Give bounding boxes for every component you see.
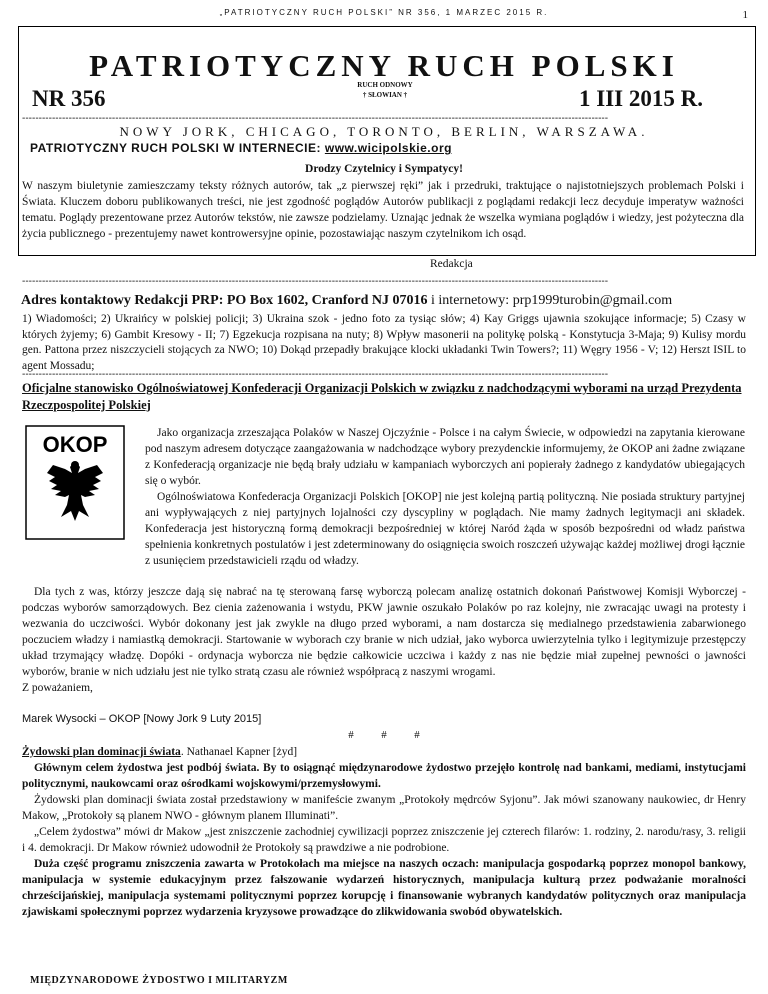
okop-signature: Marek Wysocki – OKOP [Nowy Jork 9 Luty 2015] [22,713,262,725]
contact-line [21,293,672,309]
running-header: „PATRIOTYCZNY RUCH POLSKI” NR 356, 1 MARZEC 2015 R. [219,8,549,17]
intro-signature: Redakcja [430,258,473,270]
okop-body [22,584,746,696]
contact-middle: i internetowy: [427,293,513,308]
okop-logo [25,425,125,540]
newsletter-title: PATRIOTYCZNY RUCH POLSKI [89,48,679,83]
issue-number: NR 356 [32,86,106,111]
internet-label: PATRIOTYCZNY RUCH POLSKI W INTERNECIE: [30,141,322,155]
okop-paragraph-2: Ogólnoświatowa Konfederacja Organizacji Polskich [OKOP] nie jest kolejną partią polityczną. Nie posiada struktury partyjnej ani wypływających z niej partyjnych lojalności czy dyscypliny w poglądach. Nie mamy żadnych legitymacji ani składek. Konfederacja jest historyczną formą demokracji bezpośredniej w której Naród żąda w sposób bezpośredni od władz państwa spełnienia konkretnych postulatów i jest zdeterminowany do osiągnięcia swoich roszczeń używając każdej możliwej drogi łącznie z usunięciem przedstawicieli rządu od władzy. [145,491,745,567]
okop-paragraph-3: Dla tych z was, którzy jeszcze dają się nabrać na tę sterowaną farsę wyborczą polecam analizę ostatnich dokonań Państwowej Komisji Wyborczej - podczas wyborów samorządowych. Bez cienia zażenowania i wstydu, PKW jawnie oszukało Polaków po raz kolejny, nie zwracając uwagi na protesty i wezwania do uczciwości. Wybór dokonany jest jak zwykle na długo przed wyborami, a nam dostarcza się medialnego przedstawienia zabarwionego poczuciem władzy i namiastką demokracji. Startowanie w wyborach czy branie w nich udział, jako wyborca uwierzytelnia tylko i legitymizuje przestępczy układ trzymający władzę. Dopóki - ordynacja wyborcza nie będzie całkowicie uczciwa i każdy z nas nie będzie miał zupełnej pewności o jawności wyborów, branie w nich udziału jest nie tylko stratą czasu ale również współpracą z naszymi wrogami. [22,586,746,678]
okop-heading [22,380,746,414]
article-paragraph-1: Żydowski plan dominacji świata został przedstawiony w manifeście zwanym „Protokoły mędrców Syjonu”. Jak mówi szanowany naukowiec, dr Henry Makow, „Protokoły są planem NWO - głównym planem Illuminati”. [22,794,746,822]
section-separator: # # # [348,729,420,741]
table-of-contents: 1) Wiadomości; 2) Ukraińcy w polskiej policji; 3) Ukraina szok - jedno foto za tysiąc słów; 4) Kay Griggs ujawnia szokujące informacje; 5) Czasy w których żyjemy; 6) Gambit Kresowy - II; 7) Egzekucja rozpisana na nuty; 8) Wpływ masonerii na politykę polską - Konstytucja 3-Maja; 9) Kulisy mordu gen. Pattona przez niszczycieli stojących za NWO; 10) Dokąd przepadły brakujące klocki układanki Twin Towers?; 11) Węgry 1956 - V; 12) Herszt ISIL to agent Mossadu; [22,313,746,372]
contact-label: Adres kontaktowy Redakcji PRP [21,293,219,308]
okop-logo-text: OKOP [42,432,108,457]
okop-heading-text: Oficjalne stanowisko Ogólnoświatowej Konfederacji Organizacji Polskich w związku z nadchodzącymi wyborami na urząd Prezydenta Rzeczpospolitej Polskiej [22,381,742,412]
okop-paragraph-1: Jako organizacja zrzeszająca Polaków w Naszej Ojczyźnie - Polsce i na całym Świecie, w odpowiedzi na zapytania kierowane pod naszym adresem dotyczące zaangażowania w nadchodzące wybory prezydenckie informujemy, że OKOP ani żadne związane z Konfederacją organizacje nie będą brały udziału w kampaniach wyborczych ani popierały żadnego z kandydatów ubiegających się o wybór. [145,427,745,487]
issue-date: 1 III 2015 R. [579,86,703,111]
intro-text: W naszym biuletynie zamieszczamy teksty różnych autorów, tak „z pierwszej ręki” jak i przedruki, traktujące o najistotniejszych problemach Polski i Świata. Kluczem doboru publikowanych treści, nie jest zgodność poglądów Autorów publikacji z poglądami redakcji lecz decyduje imperatyw ważności tematu. Poglądy prezentowane przez Autorów tekstów, nie zawsze podzielamy. Uznając jednak że wszelka wymiana poglądów i wiedzy, jest pożyteczna dla życia publicznego - prezentujemy nawet kontrowersyjne opinie, pozostawiając naszym czytelnikom ich osąd. [22,180,744,240]
divider: -------------------------------------------------------------------------------------------------------------------------------------------------------------------------------- [22,277,609,287]
article-author: . Nathanael Kapner [żyd] [180,746,298,758]
internet-line [30,141,452,155]
divider: -------------------------------------------------------------------------------------------------------------------------------------------------------------------------------- [22,114,609,124]
okop-statement [145,425,745,569]
website-link[interactable]: www.wicipolskie.org [324,141,452,155]
logo-line-2: † SŁOWIAN † [362,91,408,99]
article-lead: Głównym celem żydostwa jest podbój świata. By to osiągnąć międzynarodowe żydostwo przejęło kontrolę nad bankami, mediami, instytucjami politycznymi, naukowcami oraz ośrodkami wojskowymi/przemysłowymi. [22,762,746,790]
ruch-odnowy-logo [353,80,417,110]
okop-closing: Z poważaniem, [22,682,93,694]
greeting: Drodzy Czytelnicy i Sympatycy! [305,163,463,175]
article-subheading: MIĘDZYNARODOWE ŻYDOSTWO I MILITARYZM [30,975,288,986]
article-paragraph-2: „Celem żydostwa” mówi dr Makow „jest zniszczenie zachodniej cywilizacji poprzez zniszczenie jej czterech filarów: 1. rodziny, 2. narodu/rasy, 3. religii i 4. demokracji. Dr Makow również udowodnił że Protokoły są prawdziwe a nie podrobione. [22,826,746,854]
article-title: Żydowski plan dominacji świata [22,746,181,758]
cities-line: NOWY JORK, CHICAGO, TORONTO, BERLIN, WARSZAWA. [119,124,649,139]
article-title-line [22,744,746,760]
article-paragraph-3: Duża część programu zniszczenia zawarta w Protokołach ma miejsce na naszych oczach: manipulacja gospodarką poprzez monopol bankowy, manipulacja w systemie edukacyjnym przez fałszowanie wydarzeń historycznych, manipulacja kulturą przez podważanie moralności chrześcijańskiej, manipulacja systemami politycznymi poprzez korupcję i finansowanie wybranych kandydatów politycznych oraz manipulacja zjawiskami społecznymi poprzez wydarzenia kryzysowe prowadzące do zlikwidowania swobód obywatelskich. [22,858,746,918]
contact-email[interactable]: prp1999turobin@gmail.com [512,293,673,308]
contact-address: : PO Box 1602, Cranford NJ 07016 [218,293,428,308]
logo-line-1: RUCH ODNOWY [357,81,413,89]
page-number: 1 [742,9,748,21]
divider: -------------------------------------------------------------------------------------------------------------------------------------------------------------------------------- [22,370,609,380]
